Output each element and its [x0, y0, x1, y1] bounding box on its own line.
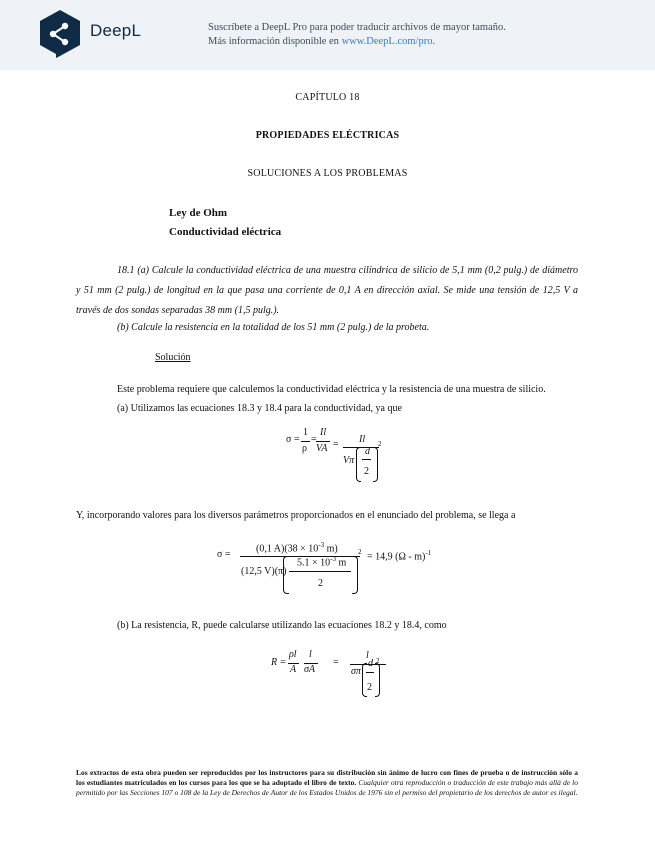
- chapter-subtitle: SOLUCIONES A LOS PROBLEMAS: [247, 168, 408, 179]
- chapter-title: PROPIEDADES ELÉCTRICAS: [255, 130, 400, 141]
- footer-bold-text: Los extractos de esta obra pueden ser reproducidos por los instructores para su distribución sin ánimo de lucro con fines de prueba o de instrucción sólo a los estudiantes matriculados en los cursos para los que se ha adoptado el libro de texto.: [76, 768, 578, 787]
- promo-line-2: Más información disponible en www.DeepL.com/pro.: [208, 36, 436, 47]
- deepl-logo-icon[interactable]: [38, 9, 82, 59]
- deepl-banner: [0, 0, 655, 70]
- chapter-heading: CAPÍTULO 18: [295, 92, 360, 103]
- copyright-footer: [76, 768, 578, 798]
- promo-line-1: Suscríbete a DeepL Pro para poder traducir archivos de mayor tamaño.: [208, 22, 506, 33]
- problem-18-1-a: 18.1 (a) Calcule la conductividad eléctrica de una muestra cilíndrica de silicio de 5,1 mm (0,2 pulg.) de diámetro y 51 mm (2 pulg.) de longitud en la que pasa una corriente de 0,1 A en dirección axial. Se mide una tensión de 12,5 V a través de dos sondas separadas 38 mm (1,5 pulg.).: [76, 265, 578, 316]
- paragraph-intro: Este problema requiere que calculemos la conductividad eléctrica y la resistencia de una muestra de silicio.: [117, 384, 546, 395]
- section-heading-conductivity: Conductividad eléctrica: [169, 226, 282, 238]
- problem-18-1-b: (b) Calcule la resistencia en la totalidad de los 51 mm (2 pulg.) de la probeta.: [117, 322, 430, 333]
- brand-name: DeepL: [90, 21, 142, 40]
- promo-text: [208, 21, 506, 49]
- paragraph-part-a: (a) Utilizamos las ecuaciones 18.3 y 18.4 para la conductividad, ya que: [117, 403, 402, 414]
- paragraph-substitution: Y, incorporando valores para los diversos parámetros proporcionados en el enunciado del problema, se llega a: [76, 510, 516, 521]
- paragraph-part-b: (b) La resistencia, R, puede calcularse utilizando las ecuaciones 18.2 y 18.4, como: [117, 620, 447, 631]
- section-heading-ohm: Ley de Ohm: [169, 207, 228, 219]
- footer-italic-text: Cualquier otra reproducción o traducción de este trabajo más allá de lo permitido por las Secciones 107 o 108 de la Ley de Derechos de Autor de los Estados Unidos de 1976 sin el permiso del propietario de los derechos de autor es ilegal.: [76, 778, 578, 797]
- solution-heading: Solución: [155, 352, 191, 363]
- deepl-pro-link[interactable]: www.DeepL.com/pro: [341, 36, 433, 47]
